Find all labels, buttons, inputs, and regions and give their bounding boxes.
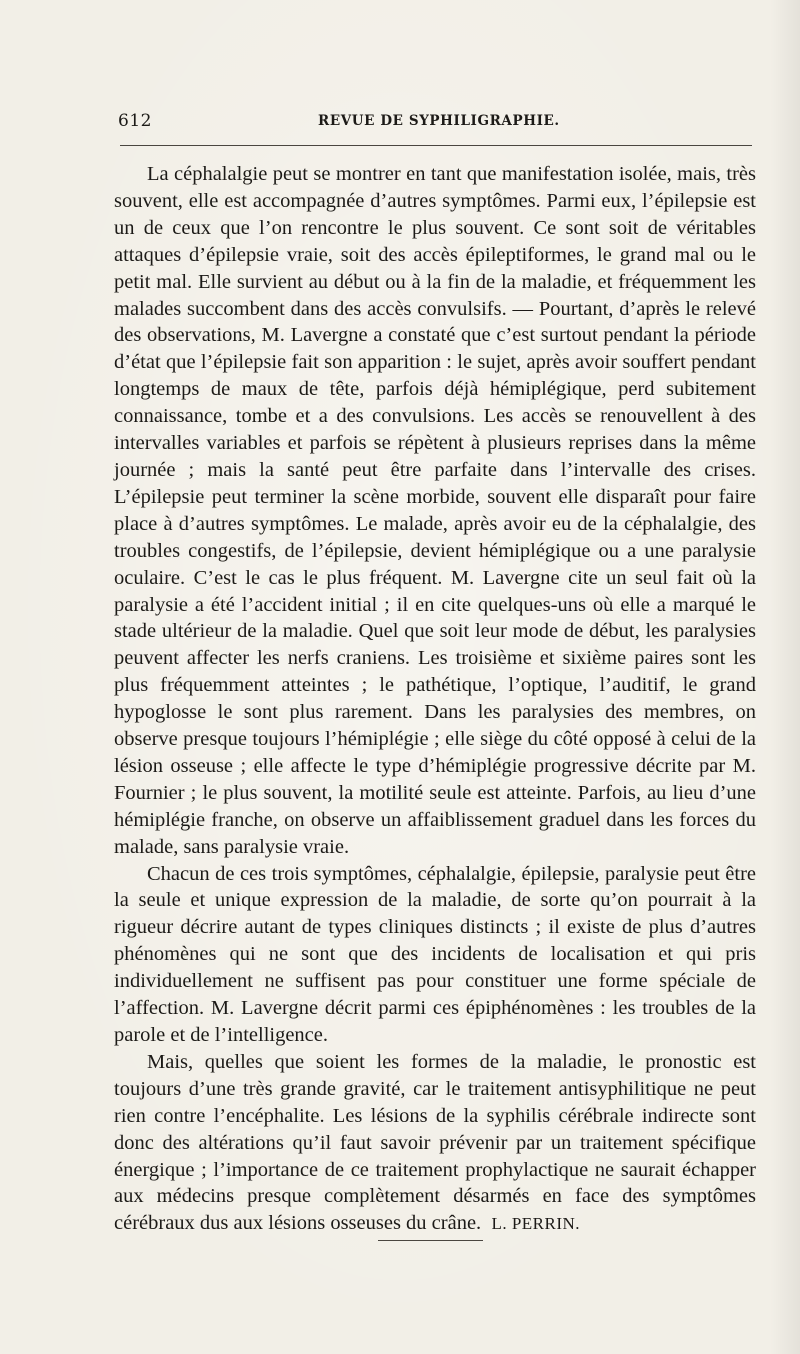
paragraph-3-text: Mais, quelles que soient les formes de la maladie, le pronostic est toujours d’une très grande gravité, car le traitement antisyphilitique ne peut rien contre l’encéphalite. Les lésions de la syphilis cérébrale indirecte sont donc des altérations qu’il faut savoir prévenir par un traitement spécifique énergique ; l’importance de ce traitement prophylactique ne saurait échapper aux médecins presque complètement désarmés en face des symptômes cérébraux dus aux lésions osseuses du crâne. xyxy=(114,1050,756,1235)
running-header xyxy=(118,111,754,133)
header-rule xyxy=(120,145,752,146)
paragraph-2: Chacun de ces trois symptômes, céphalalgie, épilepsie, paralysie peut être la seule et unique expression de la maladie, de sorte qu’on pourrait à la rigueur décrire autant de types cliniques distincts ; il existe de plus d’autres phénomènes qui ne sont que des incidents de localisation et qui pris individuellement ne suffisent pas pour constituer une forme spéciale de l’affection. M. Lavergne décrit parmi ces épiphénomènes : les troubles de la parole et de l’intelligence. xyxy=(114,862,756,1046)
paragraph-1: La céphalalgie peut se montrer en tant que manifestation isolée, mais, très souvent, elle est accompagnée d’autres symptômes. Parmi eux, l’épilepsie est un de ceux que l’on rencontre le plus souvent. Ce sont soit de véritables attaques d’épilepsie vraie, soit des accès épileptiformes, le grand mal ou le petit mal. Elle survient au début ou à la fin de la maladie, et fréquemment les malades succombent dans des accès convulsifs. — Pourtant, d’après le relevé des observations, M. Lavergne a constaté que c’est surtout pendant la période d’état que l’épilepsie fait son apparition : le sujet, après avoir souffert pendant longtemps de maux de tête, parfois déjà hémiplégique, perd subitement connaissance, tombe et a des convulsions. Les accès se renouvellent à des intervalles variables et parfois se répètent à plusieurs reprises dans la même journée ; mais la santé peut être parfaite dans l’intervalle des crises. L’épilepsie peut terminer la scène morbide, souvent elle disparaît pour faire place à d’autres symptômes. Le malade, après avoir eu de la céphalalgie, des troubles congestifs, de l’épilepsie, devient hémiplégique ou a une paralysie oculaire. C’est le cas le plus fréquent. M. Lavergne cite un seul fait où la paralysie a été l’accident initial ; il en cite quelques-uns où elle a marqué le stade ultérieur de la maladie. Quel que soit leur mode de début, les paralysies peuvent affecter les nerfs craniens. Les troisième et sixième paires sont les plus fréquemment atteintes ; le pathétique, l’optique, l’auditif, le grand hypoglosse le sont plus rarement. Dans les paralysies des membres, on observe presque toujours l’hémiplégie ; elle siège du côté opposé à celui de la lésion osseuse ; elle affecte le type d’hémiplégie progressive décrite par M. Fournier ; le plus souvent, la motilité seule est atteinte. Parfois, au lieu d’une hémiplégie franche, on observe un affaiblissement graduel dans les forces du malade, sans paralysie vraie. xyxy=(114,163,756,858)
author-signature: L. PERRIN. xyxy=(491,1214,581,1234)
body-text xyxy=(114,161,756,1238)
paragraph-3 xyxy=(114,1049,756,1238)
end-rule xyxy=(378,1240,483,1241)
running-title: REVUE DE SYPHILIGRAPHIE. xyxy=(318,113,560,129)
page-number: 612 xyxy=(118,111,152,131)
page-edge-shadow xyxy=(770,0,800,1354)
